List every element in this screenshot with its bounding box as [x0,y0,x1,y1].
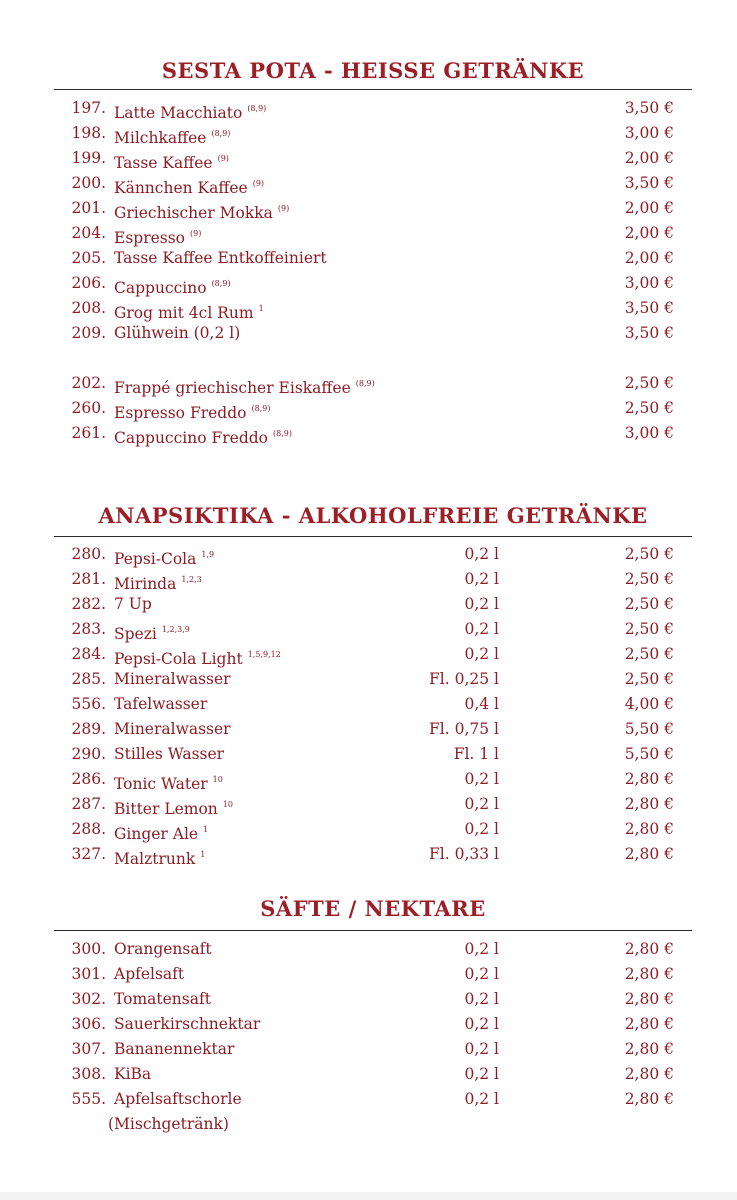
menu-item-row [0,221,737,246]
item-name: Apfelsaft [114,965,185,983]
section-title-juices: SÄFTE / NEKTARE [260,896,486,921]
item-price: 3,50 € [624,324,674,342]
additive-footnote: (8,9) [211,279,231,288]
item-name: KiBa [114,1065,152,1083]
item-quantity: 0,2 l [464,595,499,613]
item-number: 556. [71,695,106,713]
item-price: 2,80 € [624,1090,674,1108]
item-quantity: Fl. 1 l [453,745,499,763]
menu-item-row [0,171,737,196]
item-price: 2,80 € [624,795,674,813]
item-name: Bananennektar [114,1040,235,1058]
additive-footnote: (8,9) [211,129,231,138]
item-price: 2,80 € [624,965,674,983]
additive-footnote: 1 [258,304,264,313]
additive-footnote: (8,9) [251,404,271,413]
item-quantity: 0,2 l [464,770,499,788]
item-number: 308. [71,1065,106,1083]
item-name: Mineralwasser [114,670,231,688]
menu-item-row [0,617,737,642]
menu-item-row [0,987,737,1012]
additive-footnote: 1,9 [201,550,215,559]
item-quantity: 0,2 l [464,1090,499,1108]
menu-item-row [0,296,737,321]
section-divider [54,536,692,537]
section-title-hot-drinks: SESTA POTA - HEISSE GETRÄNKE [161,58,585,83]
item-name-wrap [114,842,205,872]
item-name: Glühwein (0,2 l) [114,324,241,342]
item-name: Apfelsaftschorle [114,1090,242,1108]
menu-item-row [0,396,737,421]
item-price: 2,80 € [624,845,674,863]
menu-item-row [0,567,737,592]
menu-item-row [0,937,737,962]
item-price: 3,50 € [624,299,674,317]
menu-item-subline [0,1112,737,1137]
additive-footnote: 1 [200,850,206,859]
section-divider [54,930,692,931]
item-price: 2,80 € [624,1040,674,1058]
menu-item-row [0,642,737,667]
item-name: Pepsi-Cola [114,550,197,568]
item-name-wrap [114,1087,242,1112]
item-number: 197. [71,99,106,117]
item-price: 2,50 € [624,374,674,392]
item-price: 2,50 € [624,595,674,613]
item-name: Orangensaft [114,940,212,958]
section-divider [54,89,692,90]
menu-item-row [0,667,737,692]
item-quantity: 0,2 l [464,990,499,1008]
item-number: 282. [71,595,106,613]
menu-item-row [0,146,737,171]
menu-item-row [0,542,737,567]
item-quantity: Fl. 0,33 l [429,845,499,863]
menu-item-row [0,421,737,446]
item-number: 289. [71,720,106,738]
item-name: Tasse Kaffee [114,154,213,172]
item-number: 285. [71,670,106,688]
menu-item-row [0,962,737,987]
item-price: 2,00 € [624,224,674,242]
additive-footnote: (9) [217,154,229,163]
item-name: Pepsi-Cola Light [114,650,243,668]
section-title-soft-drinks: ANAPSIKTIKA - ALKOHOLFREIE GETRÄNKE [98,503,648,528]
item-number: 261. [71,424,106,442]
item-name-wrap [114,246,327,271]
item-number: 199. [71,149,106,167]
item-number: 284. [71,645,106,663]
item-name: Tafelwasser [114,695,208,713]
item-note: (Mischgetränk) [108,1115,229,1133]
item-number: 300. [71,940,106,958]
menu-item-row [0,1012,737,1037]
item-name-wrap [114,962,184,987]
item-name: 7 Up [114,595,152,613]
item-name: Tasse Kaffee Entkoffeiniert [114,249,327,267]
menu-item-row [0,1062,737,1087]
item-price: 5,50 € [624,745,674,763]
menu-item-row [0,196,737,221]
menu-item-row [0,1037,737,1062]
item-name-wrap [114,1037,234,1062]
item-name: Griechischer Mokka [114,204,273,222]
menu-item-row [0,371,737,396]
item-number: 327. [71,845,106,863]
item-name-wrap [114,421,292,451]
item-number: 208. [71,299,106,317]
additive-footnote: 10 [222,800,233,809]
item-price: 2,50 € [624,645,674,663]
item-name: Mirinda [114,575,177,593]
item-number: 209. [71,324,106,342]
item-name-wrap [114,937,212,962]
item-price: 2,50 € [624,545,674,563]
item-number: 555. [71,1090,106,1108]
item-price: 2,00 € [624,199,674,217]
item-number: 283. [71,620,106,638]
item-name: Mineralwasser [114,720,231,738]
item-number: 286. [71,770,106,788]
additive-footnote: (9) [252,179,265,188]
item-number: 198. [71,124,106,142]
item-number: 202. [71,374,106,392]
item-quantity: 0,2 l [464,1040,499,1058]
menu-item-row [0,817,737,842]
item-price: 2,80 € [624,820,674,838]
menu-item-row [0,717,737,742]
item-number: 290. [71,745,106,763]
item-quantity: 0,2 l [464,965,499,983]
item-name-wrap [114,1062,151,1087]
item-name: Latte Macchiato [114,104,243,122]
menu-item-row [0,792,737,817]
additive-footnote: 1,2,3,9 [161,625,190,634]
item-quantity: 0,2 l [464,645,499,663]
item-number: 307. [71,1040,106,1058]
item-name: Sauerkirschnektar [114,1015,261,1033]
additive-footnote: 10 [212,775,223,784]
item-name-wrap [114,1012,260,1037]
item-quantity: 0,2 l [464,795,499,813]
menu-item-row [0,767,737,792]
menu-item-row [0,742,737,767]
item-name: Cappuccino Freddo [114,429,269,447]
item-name-wrap [114,667,231,692]
item-number: 302. [71,990,106,1008]
item-quantity: Fl. 0,75 l [429,720,499,738]
menu-item-row [0,842,737,867]
page-bottom-band [0,1192,737,1200]
item-price: 3,50 € [624,174,674,192]
item-price: 2,50 € [624,399,674,417]
item-name: Milchkaffee [114,129,207,147]
item-name: Tomatensaft [114,990,211,1008]
item-number: 301. [71,965,106,983]
item-price: 3,00 € [624,424,674,442]
item-price: 5,50 € [624,720,674,738]
menu-item-row [0,1087,737,1112]
item-price: 2,80 € [624,1065,674,1083]
item-price: 2,80 € [624,940,674,958]
menu-item-row [0,96,737,121]
item-price: 2,50 € [624,620,674,638]
item-quantity: 0,2 l [464,940,499,958]
item-number: 204. [71,224,106,242]
item-name: Malztrunk [114,850,196,868]
item-price: 2,50 € [624,670,674,688]
item-price: 3,00 € [624,124,674,142]
item-name: Spezi [114,625,157,643]
item-quantity: 0,2 l [464,1065,499,1083]
item-name-wrap [114,717,231,742]
item-number: 260. [71,399,106,417]
additive-footnote: (8,9) [273,429,292,438]
item-price: 3,00 € [624,274,674,292]
item-price: 4,00 € [624,695,674,713]
item-name: Cappuccino [114,279,207,297]
item-number: 288. [71,820,106,838]
item-quantity: 0,4 l [464,695,499,713]
item-price: 2,80 € [624,1015,674,1033]
item-name-wrap [114,987,211,1012]
item-price: 2,00 € [624,249,674,267]
additive-footnote: (8,9) [355,379,375,388]
menu-item-row [0,271,737,296]
additive-footnote: 1,5,9,12 [247,650,281,659]
item-name: Ginger Ale [114,825,199,843]
item-price: 2,00 € [624,149,674,167]
item-name: Kännchen Kaffee [114,179,248,197]
item-name: Frappé griechischer Eiskaffee [114,379,351,397]
menu-item-row [0,592,737,617]
item-price: 2,80 € [624,990,674,1008]
item-price: 2,50 € [624,570,674,588]
item-name-wrap [114,321,240,346]
item-name-wrap [114,742,224,767]
item-name: Espresso [114,229,186,247]
item-quantity: 0,2 l [464,545,499,563]
additive-footnote: (9) [190,229,202,238]
item-name: Espresso Freddo [114,404,247,422]
item-number: 281. [71,570,106,588]
item-quantity: 0,2 l [464,820,499,838]
item-name-wrap [114,592,152,617]
item-quantity: 0,2 l [464,570,499,588]
item-name-wrap [114,692,207,717]
item-quantity: 0,2 l [464,1015,499,1033]
item-name: Tonic Water [114,775,208,793]
item-number: 287. [71,795,106,813]
menu-item-row [0,321,737,346]
additive-footnote: (8,9) [247,104,267,113]
menu-item-row [0,121,737,146]
menu-item-row [0,246,737,271]
item-number: 200. [71,174,106,192]
item-quantity: Fl. 0,25 l [429,670,499,688]
item-number: 306. [71,1015,106,1033]
item-name: Grog mit 4cl Rum [114,304,254,322]
additive-footnote: 1,2,3 [181,575,202,584]
item-number: 280. [71,545,106,563]
item-number: 206. [71,274,106,292]
item-price: 2,80 € [624,770,674,788]
menu-item-row [0,692,737,717]
item-number: 205. [71,249,106,267]
item-quantity: 0,2 l [464,620,499,638]
item-name: Bitter Lemon [114,800,218,818]
item-number: 201. [71,199,106,217]
item-price: 3,50 € [624,99,674,117]
additive-footnote: (9) [277,204,290,213]
item-name: Stilles Wasser [114,745,225,763]
additive-footnote: 1 [203,825,209,834]
